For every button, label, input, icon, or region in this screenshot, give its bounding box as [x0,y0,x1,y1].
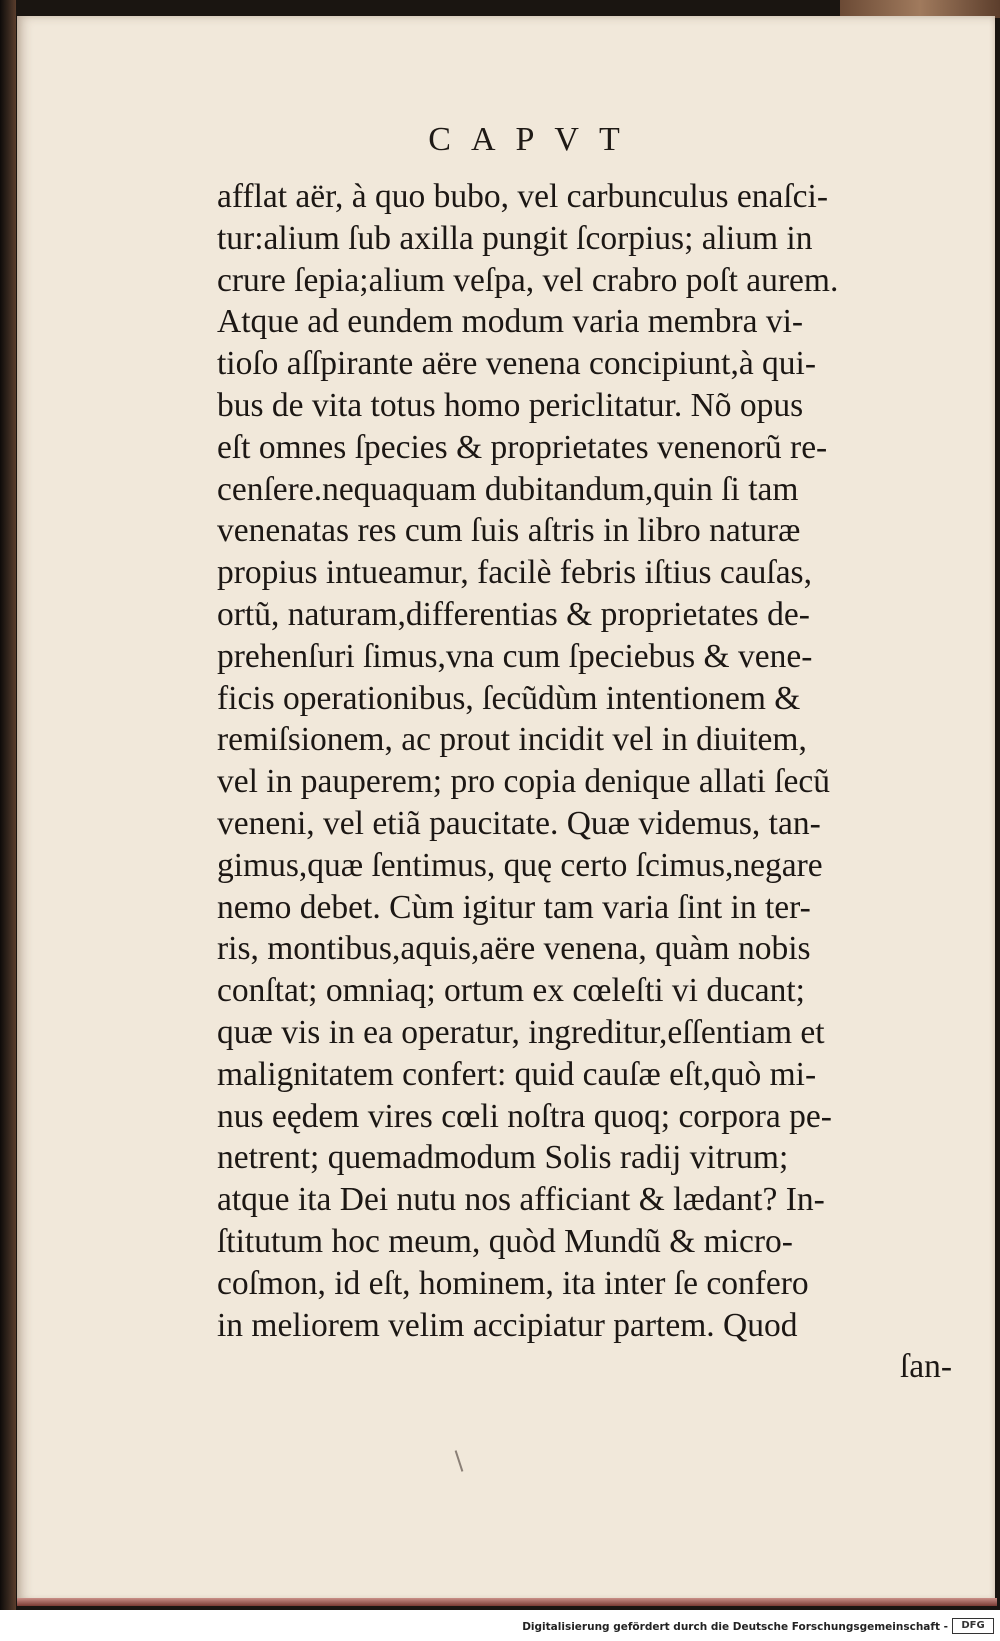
book-page [17,16,995,1604]
text-line: ris, montibus,aquis,aëre venena, quàm nobis [217,930,811,968]
text-line: prehenſuri ſimus,vna cum ſpeciebus & vene- [217,637,813,675]
text-line: crure ſepia;alium veſpa, vel crabro poſt aurem. [217,261,839,299]
text-line: tur:alium ſub axilla pungit ſcorpius; alium in [217,219,813,257]
text-line: venenatas res cum ſuis aſtris in libro naturæ [217,512,801,550]
text-line: ortũ, naturam,differentias & proprietates de- [217,595,810,633]
text-line: quæ vis in ea operatur, ingreditur,eſſentiam et [217,1013,825,1051]
text-line: bus de vita totus homo periclitatur. Nõ opus [217,386,804,424]
book-spine [0,0,16,1610]
text-line: ſtitutum hoc meum, quòd Mundũ & micro- [217,1222,793,1260]
footer-bar [0,1613,1000,1641]
text-line: ficis operationibus, ſecũdùm intentionem & [217,679,801,717]
catchword: ſan- [899,1348,952,1386]
text-line: Atque ad eundem modum varia membra vi- [217,303,804,341]
text-line: atque ita Dei nutu nos afficiant & lædant? In- [217,1181,825,1219]
text-line: remiſsionem, ac prout incidit vel in diuitem, [217,721,807,759]
text-line: malignitatem confert: quid cauſæ eſt,quò mi- [217,1055,817,1093]
text-line: veneni, vel etiã paucitate. Quæ videmus, tan- [217,804,821,842]
text-line: in meliorem velim accipiatur partem. Quod [217,1306,798,1344]
running-head: CAPVT [428,121,640,158]
text-block [217,176,952,1388]
text-line: nus eędem vires cœli noſtra quoq; corpora pe- [217,1097,832,1135]
text-line: cenſere.nequaquam dubitandum,quin ſi tam [217,470,799,508]
text-line: gimus,quæ ſentimus, quę certo ſcimus,negare [217,846,823,884]
text-line: vel in pauperem; pro copia denique allati ſecũ [217,763,830,801]
text-line: propius intueamur, facilè febris iſtius cauſas, [217,554,812,592]
text-line: nemo debet. Cùm igitur tam varia ſint in ter- [217,888,811,926]
footer-credit: Digitalisierung gefördert durch die Deutsche Forschungsgemeinschaft - [522,1621,948,1633]
text-line: afflat aër, à quo bubo, vel carbunculus enaſci- [217,178,829,215]
text-line: conſtat; omniaq; ortum ex cœleſti vi ducant; [217,972,805,1010]
dfg-logo: DFG [952,1618,994,1634]
text-line: eſt omnes ſpecies & proprietates venenorũ re- [217,428,828,466]
text-line: coſmon, id eſt, hominem, ita inter ſe confero [217,1264,809,1302]
text-line: netrent; quemadmodum Solis radij vitrum; [217,1139,789,1177]
page-red-edge [17,1598,997,1606]
text-line: tioſo aſſpirante aëre venena concipiunt,à qui- [217,345,817,383]
